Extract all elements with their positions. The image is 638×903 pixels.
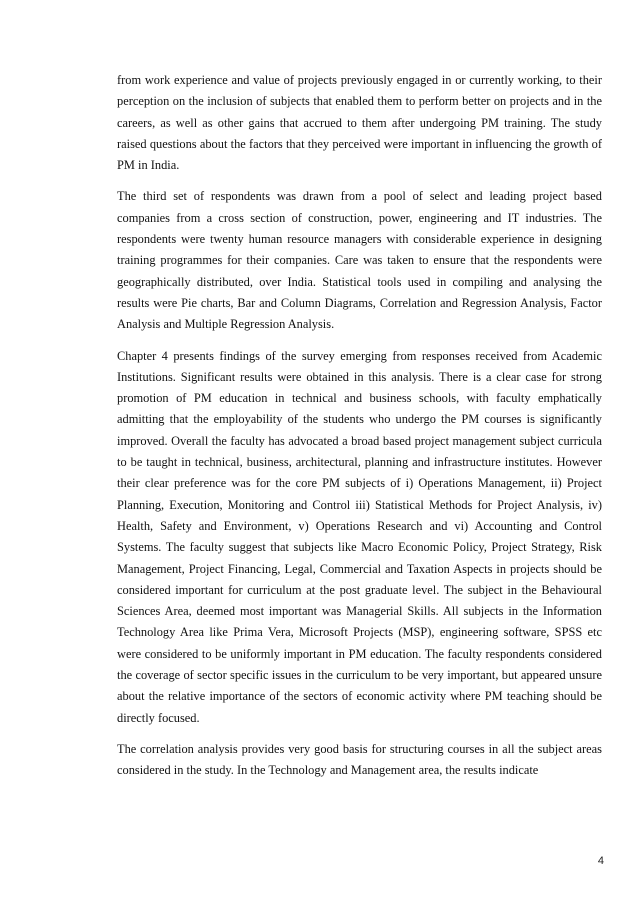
paragraph-correlation-analysis: The correlation analysis provides very good basis for structuring courses in all the subject areas considered in the study. In the Technology and Management area, the results indicate [117,741,602,778]
paragraph-third-respondents: The third set of respondents was drawn from a pool of select and leading project based companies from a cross section of construction, power, engineering and IT industries. The respondents were twenty human resource managers with considerable experience in designing training programmes for their companies. Care was taken to ensure that the respondents were geographically distributed, over India. Statistical tools used in compiling and analysing the results were Pie charts, Bar and Column Diagrams, Correlation and Regression Analysis, Factor Analysis and Multiple Regression Analysis. [117,189,602,332]
paragraph-chapter-4-findings: Chapter 4 presents findings of the survey emerging from responses received from Academic Institutions. Significant results were obtained in this analysis. There is a clear case for strong promotion of PM education in technical and business schools, with faculty emphatically admitting that the employability of the students who undergo the PM courses is significantly improved. Overall the faculty has advocated a broad based project management subject curricula to be taught in technical, business, architectural, planning and infrastructure institutes. However their clear preference was for the core PM subjects of i) Operations Management, ii) Project Planning, Execution, Monitoring and Control iii) Statistical Methods for Project Analysis, iv) Health, Safety and Environment, v) Operations Research and vi) Accounting and Control Systems. The faculty suggest that subjects like Macro Economic Policy, Project Strategy, Risk Management, Project Financing, Legal, Commercial and Taxation Aspects in projects should be considered important for curriculum at the post graduate level. The subject in the Behavioural Sciences Area, deemed most important was Managerial Skills. All subjects in the Information Technology Area like Prima Vera, Microsoft Projects (MSP), engineering software, SPSS etc were considered to be uniformly important in PM education. The faculty respondents considered the coverage of sector specific issues in the curriculum to be very important, but appeared unsure about the relative importance of the sectors of economic activity where PM teaching should be directly focused. [117,348,602,725]
page-body [117,70,602,792]
page-number: 4 [597,855,604,867]
paragraph-work-experience: from work experience and value of projects previously engaged in or currently working, to their perception on the inclusion of subjects that enabled them to perform better on projects and in the careers, as well as other gains that accrued to them after undergoing PM training. The study raised questions about the factors that they perceived were important in influencing the growth of PM in India. [117,73,602,173]
